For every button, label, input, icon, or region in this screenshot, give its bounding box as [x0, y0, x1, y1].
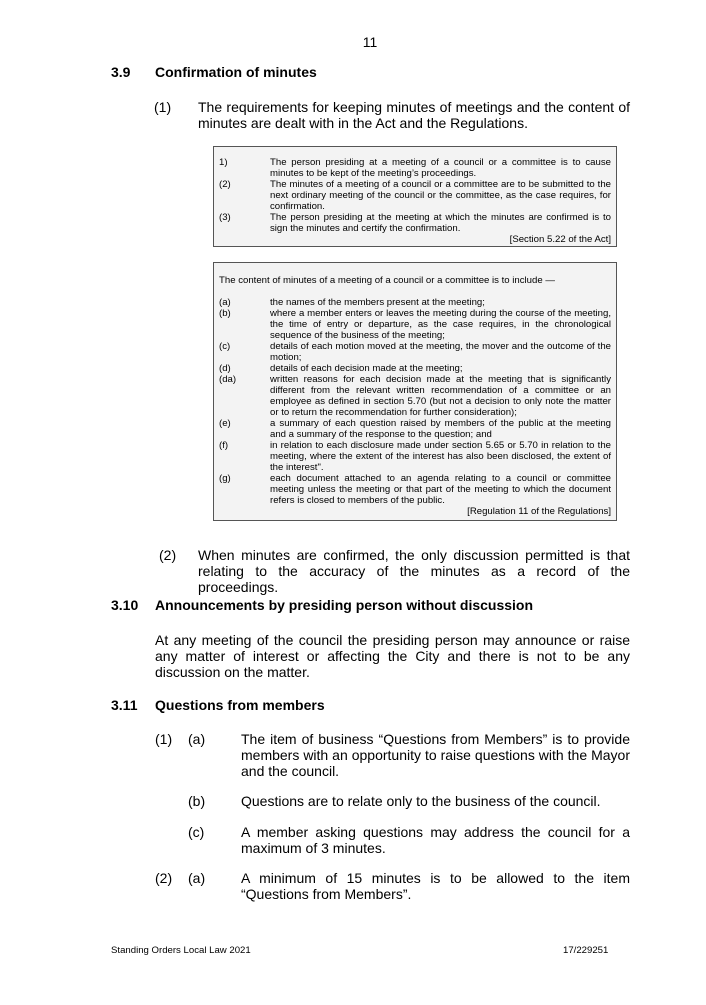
section-3-9-heading — [111, 64, 317, 80]
box-item-label: (f) — [219, 440, 229, 451]
box-item-label: (c) — [219, 341, 231, 352]
box-item-label: (a) — [219, 297, 231, 308]
clause-number: (1) — [155, 731, 173, 747]
box-item-label: (2) — [219, 179, 231, 190]
box-item — [219, 473, 611, 506]
box-item — [219, 297, 611, 308]
subclause-label: (a) — [188, 870, 206, 886]
box-item — [219, 157, 611, 179]
section-3-11-heading — [111, 697, 325, 713]
box-item — [219, 440, 611, 473]
clause-label: (1) — [154, 99, 172, 115]
subclause-text: A minimum of 15 minutes is to be allowed to the item “Questions from Members”. — [241, 870, 630, 902]
subclause-text: Questions are to relate only to the business of the council. — [241, 793, 601, 809]
footer-left: Standing Orders Local Law 2021 — [111, 945, 251, 956]
subclause-text: A member asking questions may address the council for a maximum of 3 minutes. — [241, 824, 630, 856]
box-item-label: 1) — [219, 157, 228, 168]
footer-right: 17/229251 — [563, 945, 609, 956]
subclause-text: The item of business “Questions from Members” is to provide members with an opportunity to raise questions with the Mayor and the council. — [241, 731, 630, 779]
box-item-label: (e) — [219, 418, 231, 429]
box-item — [219, 363, 611, 374]
subclause-label: (c) — [188, 824, 205, 840]
box-item-text: the names of the members present at the meeting; — [270, 297, 485, 308]
clause-number: (2) — [155, 870, 173, 886]
clause-text: The requirements for keeping minutes of meetings and the content of minutes are dealt with in the Act and the Regulations. — [198, 99, 630, 131]
quote-box-section-5-22 — [213, 146, 617, 247]
box-item-text: The person presiding at the meeting at which the minutes are confirmed is to sign the minutes and certify the confirmation. — [270, 212, 611, 234]
box-item-text: a summary of each question raised by members of the public at the meeting and a summary of the response to the question; and — [270, 418, 611, 440]
box-item-text: details of each decision made at the meeting; — [270, 363, 463, 374]
box-item-text: where a member enters or leaves the meeting during the course of the meeting, the time of entry or departure, as the case requires, in the chronological sequence of the business of the meeting; — [270, 308, 611, 341]
page-number: 11 — [362, 34, 378, 50]
box-item — [219, 418, 611, 440]
subclause-label: (a) — [188, 731, 206, 747]
section-title: Questions from members — [155, 697, 325, 713]
section-title: Confirmation of minutes — [155, 64, 317, 80]
subclause-label: (b) — [188, 793, 206, 809]
box-intro: The content of minutes of a meeting of a council or a committee is to include — — [219, 275, 555, 286]
section-number: 3.10 — [111, 597, 139, 613]
section-text: At any meeting of the council the presiding person may announce or raise any matter of interest or affecting the City and there is not to be any discussion on the matter. — [155, 632, 630, 680]
box-item — [219, 212, 611, 234]
section-3-10-heading — [111, 597, 533, 613]
box-item-label: (g) — [219, 473, 231, 484]
clause-label: (2) — [159, 547, 177, 563]
box-item-label: (da) — [219, 374, 237, 385]
box-item — [219, 308, 611, 341]
section-number: 3.9 — [111, 64, 131, 80]
box-item-label: (3) — [219, 212, 231, 223]
box-item — [219, 341, 611, 363]
section-title: Announcements by presiding person without discussion — [155, 597, 534, 613]
box-citation: [Section 5.22 of the Act] — [509, 234, 611, 245]
box-item-label: (d) — [219, 363, 231, 374]
box-item-text: written reasons for each decision made at the meeting that is significantly different from the relevant written recommendation of a committee or an employee as defined in section 5.70 (but not a decision to only note the matter or to return the recommendation for further consideration); — [270, 374, 611, 418]
box-item — [219, 374, 611, 418]
box-citation: [Regulation 11 of the Regulations] — [467, 506, 611, 517]
box-item-text: details of each motion moved at the meeting, the mover and the outcome of the motion; — [270, 341, 611, 363]
box-item-label: (b) — [219, 308, 231, 319]
section-number: 3.11 — [111, 697, 138, 713]
box-item-text: The person presiding at a meeting of a council or a committee is to cause minutes to be kept of the meeting’s proceedings. — [270, 157, 611, 179]
box-item-text: The minutes of a meeting of a council or a committee are to be submitted to the next ordinary meeting of the council or the committee, as the case requires, for confirmation. — [270, 179, 611, 212]
box-item-text: in relation to each disclosure made under section 5.65 or 5.70 in relation to the meeting, where the extent of the interest has also been disclosed, the extent of the interest". — [270, 440, 611, 473]
clause-text: When minutes are confirmed, the only discussion permitted is that relating to the accuracy of the minutes as a record of the proceedings. — [198, 547, 630, 595]
quote-box-regulation-11 — [213, 262, 617, 521]
box-item — [219, 179, 611, 212]
box-item-text: each document attached to an agenda relating to a council or committee meeting unless the meeting or that part of the meeting to which the document refers is closed to members of the public. — [270, 473, 611, 506]
